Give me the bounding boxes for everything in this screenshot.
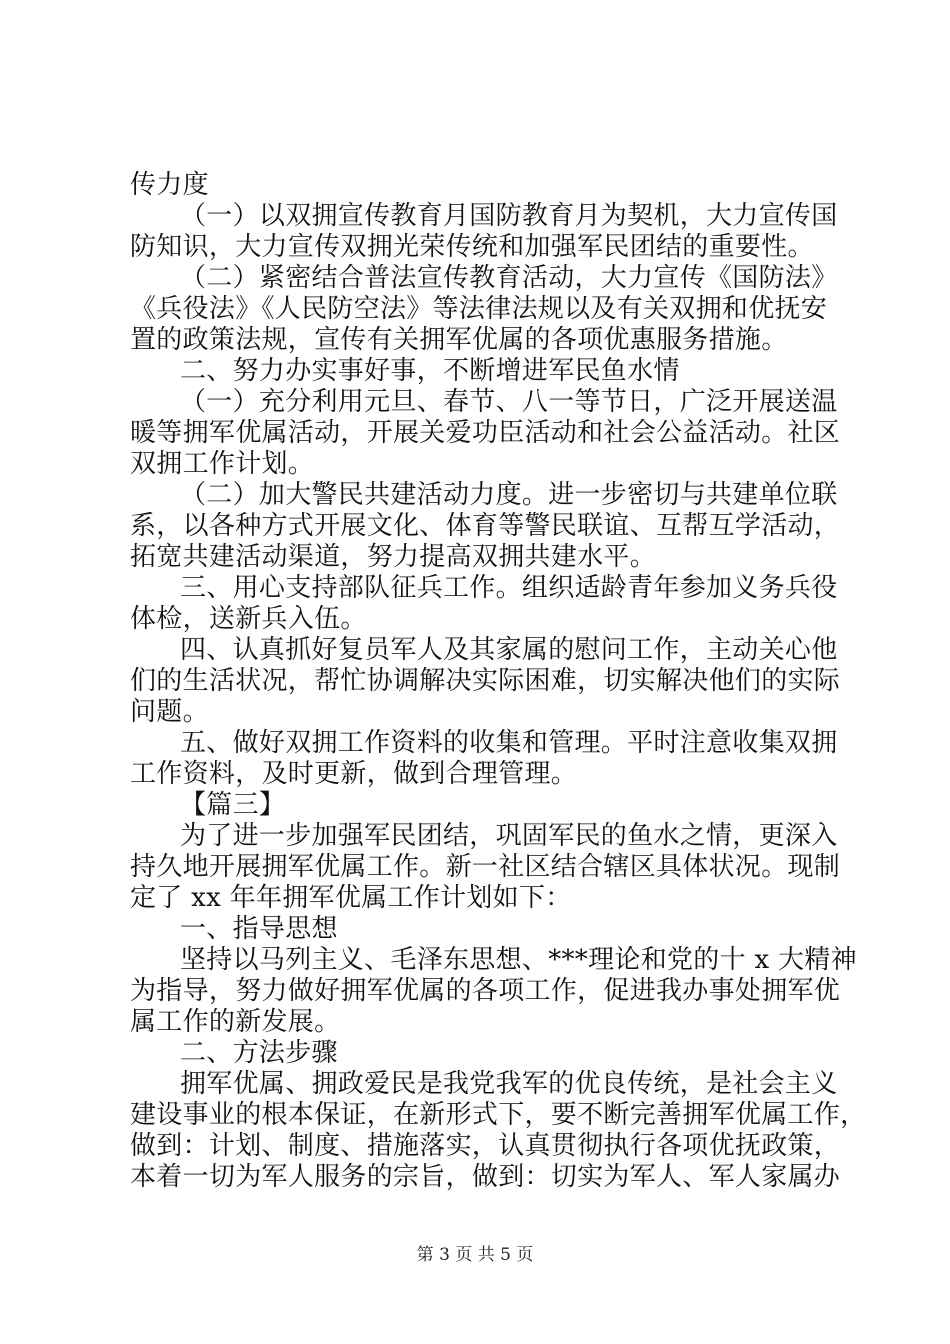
text-line: 一、指导思想 [180,914,338,944]
text-line: 传力度 [130,170,209,200]
text-line: 本着一切为军人服务的宗旨，做到：切实为军人、军人家属办 [130,1162,841,1192]
text-line: 【篇三】 [180,790,286,820]
text-line: 四、认真抓好复员军人及其家属的慰问工作，主动关心他 [180,635,838,665]
text-line: 二、努力办实事好事，不断增进军民鱼水情 [180,356,680,386]
text-line: 坚持以马列主义、毛泽东思想、***理论和党的十 x 大精神 [180,945,857,975]
text-line: 为指导，努力做好拥军优属的各项工作，促进我办事处拥军优 [130,976,841,1006]
text-line: 建设事业的根本保证，在新形式下，要不断完善拥军优属工作， [130,1100,867,1130]
text-line: 们的生活状况，帮忙协调解决实际困难，切实解决他们的实际 [130,666,841,696]
text-line: 三、用心支持部队征兵工作。组织适龄青年参加义务兵役 [180,573,838,603]
text-line: （一）以双拥宣传教育月国防教育月为契机，大力宣传国 [180,201,838,231]
text-line: 置的政策法规，宣传有关拥军优属的各项优惠服务措施。 [130,325,788,355]
text-line: 《兵役法》《人民防空法》等法律法规以及有关双拥和优抚安 [130,294,828,324]
text-line: 五、做好双拥工作资料的收集和管理。平时注意收集双拥 [180,728,838,758]
text-line: （一）充分利用元旦、春节、八一等节日，广泛开展送温 [180,387,838,417]
text-line: 体检，送新兵入伍。 [130,604,367,634]
document-body [130,170,867,1193]
text-line: 二、方法步骤 [180,1038,338,1068]
text-line: （二）紧密结合普法宣传教育活动，大力宣传《国防法》 [180,263,838,293]
text-line: 防知识，大力宣传双拥光荣传统和加强军民团结的重要性。 [130,232,814,262]
text-line: （二）加大警民共建活动力度。进一步密切与共建单位联 [180,480,838,510]
text-line: 问题。 [130,697,209,727]
text-line: 暖等拥军优属活动，开展关爱功臣活动和社会公益活动。社区 [130,418,841,448]
text-line: 为了进一步加强军民团结，巩固军民的鱼水之情，更深入 [180,821,838,851]
text-line: 定了 xx 年年拥军优属工作计划如下： [130,883,572,913]
text-line: 系，以各种方式开展文化、体育等警民联谊、互帮互学活动， [130,511,841,541]
page-footer: 第 3 页 共 5 页 [416,1245,534,1265]
text-line: 做到：计划、制度、措施落实，认真贯彻执行各项优抚政策， [130,1131,841,1161]
text-line: 双拥工作计划。 [130,449,315,479]
text-line: 拓宽共建活动渠道，努力提高双拥共建水平。 [130,542,657,572]
text-line: 工作资料，及时更新，做到合理管理。 [130,759,578,789]
text-line: 拥军优属、拥政爱民是我党我军的优良传统，是社会主义 [180,1069,838,1099]
text-line: 属工作的新发展。 [130,1007,341,1037]
text-line: 持久地开展拥军优属工作。新一社区结合辖区具体状况。现制 [130,852,841,882]
